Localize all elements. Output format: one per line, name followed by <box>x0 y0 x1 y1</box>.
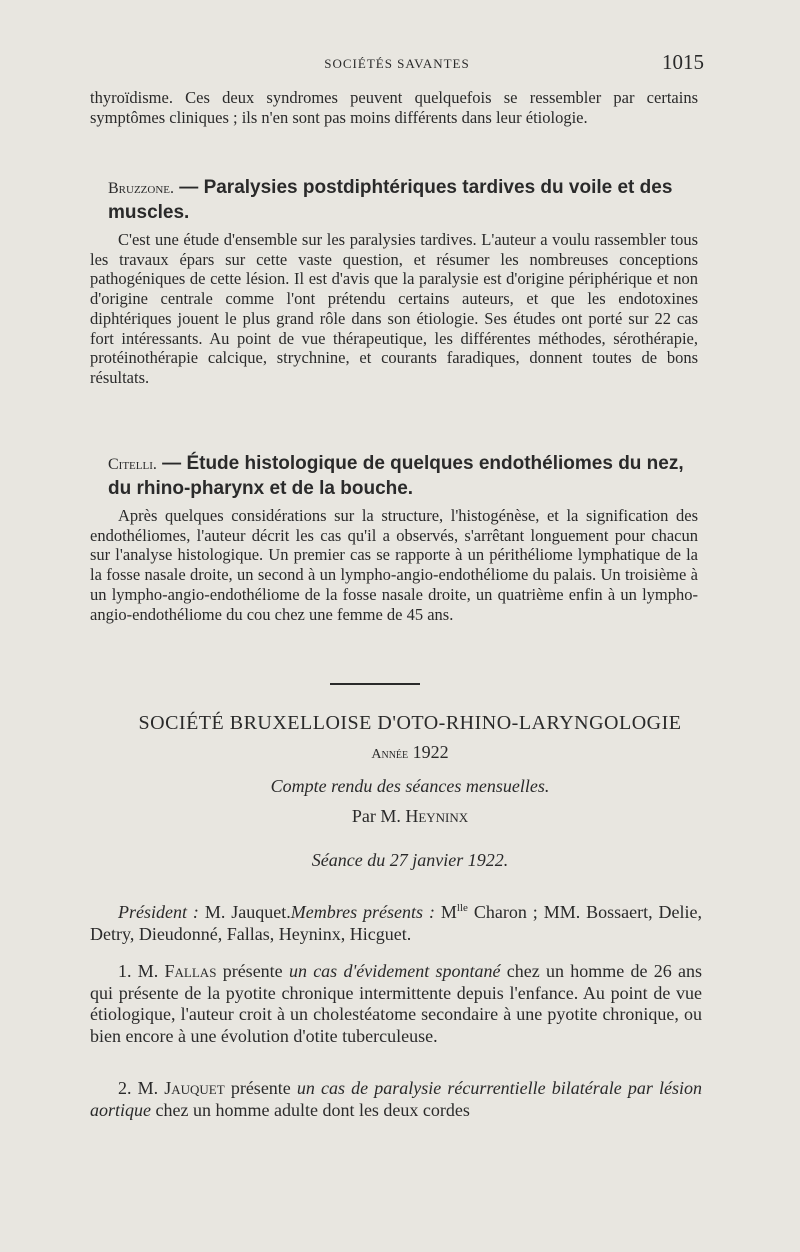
item-1 <box>90 961 702 1047</box>
members-rest: Charon ; MM. Bossaert, Delie, Detry, Dieudonné, Fallas, Heyninx, Hicguet. <box>90 902 703 944</box>
citelli-heading <box>108 452 700 501</box>
citelli-author: Citelli. <box>108 456 157 473</box>
by-name: Heyninx <box>405 806 469 826</box>
bruzzone-author: Bruzzone. <box>108 180 174 197</box>
members-sup: lle <box>456 902 468 914</box>
item-2-verb: présente <box>230 1078 291 1098</box>
citelli-text: Après quelques considérations sur la structure, l'histogénèse, et la signification des endothéliomes, l'auteur décrit les cas qu'il a observés, s'arrêtant longuement pour chacun sur l'analyse histologique. Un premier cas se rapporte à un périthéliome lymphatique de la la fosse nasale droite, un second à un lympho-angio-endothéliome du palais. Un troisième à un lympho-angio-endothéliome de la fosse nasale droite, un quatrième enfin à un lympho-angio-endothéliome du cou chez une femme de 45 ans. <box>90 506 698 624</box>
item-1-title: un cas d'évidement spontané <box>288 961 501 981</box>
running-title: SOCIÉTÉS SAVANTES <box>324 56 470 71</box>
intro-paragraph <box>90 88 698 127</box>
bruzzone-heading <box>108 176 700 225</box>
bruzzone-text: C'est une étude d'ensemble sur les paralysies tardives. L'auteur a voulu rassembler tous les travaux épars sur cette vaste question, et résumer les nombreuses conceptions pathogéniques de cette lésion. Il est d'avis que la paralysie est d'origine périphérique et non d'origine centrale comme l'ont prétendu certains auteurs, et que les endotoxines diphtériques jouent le plus grand rôle dans son étiologie. Ses études ont porté sur 22 cas fort intéressants. Au point de vue thérapeutique, les différentes méthodes, sérothérapie, protéinothérapie calcique, strychnine, et courants faradiques, donnent toutes de bons résultats. <box>90 230 698 387</box>
item-1-number: 1. M. <box>118 961 159 981</box>
bruzzone-body <box>90 230 698 388</box>
item-1-rest: chez un homme de 26 ans qui présente de la pyotite chronique intermittente depuis l'enfance. Au point de vue étiologique, l'auteur croit à un cholestéatome secondaire à une pyotite chronique, ou bien encore à une évolution d'otite tuberculeuse. <box>90 961 703 1046</box>
president-name: M. Jauquet. <box>204 902 291 922</box>
page-number: 1015 <box>662 50 704 74</box>
item-1-author: Fallas <box>164 961 217 981</box>
report-author <box>90 806 730 827</box>
year-label: Année <box>371 747 409 762</box>
attendance-paragraph <box>90 898 702 945</box>
item-1-verb: présente <box>222 961 283 981</box>
citelli-body <box>90 506 698 624</box>
page-header <box>90 50 704 74</box>
item-2-rest: chez un homme adulte dont les deux cordes <box>155 1099 470 1120</box>
bruzzone-dash: — <box>179 177 199 198</box>
society-year <box>90 742 730 763</box>
intro-text: thyroïdisme. Ces deux syndromes peuvent quelquefois se ressembler par certains symptômes cliniques ; ils n'en sont pas moins différents dans leur étiologie. <box>90 88 698 127</box>
by-label: Par M. <box>351 806 401 826</box>
item-2-author: Jauquet <box>164 1078 225 1098</box>
citelli-dash: — <box>162 453 182 474</box>
session-date: Séance du 27 janvier 1922. <box>311 850 509 870</box>
item-2-number: 2. M. <box>118 1078 159 1098</box>
year-value: 1922 <box>412 742 449 762</box>
members-lead: M <box>440 902 457 922</box>
members-label: Membres présents : <box>290 902 435 922</box>
report-subtitle: Compte rendu des séances mensuelles. <box>270 776 550 796</box>
item-2 <box>90 1078 702 1121</box>
bruzzone-title: Paralysies postdiphtériques tardives du voile et des muscles. <box>108 177 673 223</box>
citelli-title: Étude histologique de quelques endothéliomes du nez, du rhino-pharynx et de la bouche. <box>108 453 684 499</box>
society-name: SOCIÉTÉ BRUXELLOISE D'OTO-RHINO-LARYNGOLOGIE <box>138 712 682 734</box>
item-2-title: un cas de paralysie récurrentielle bilatérale par lésion aortique <box>90 1078 703 1120</box>
section-divider <box>330 683 420 685</box>
president-label: Président : <box>118 902 199 922</box>
